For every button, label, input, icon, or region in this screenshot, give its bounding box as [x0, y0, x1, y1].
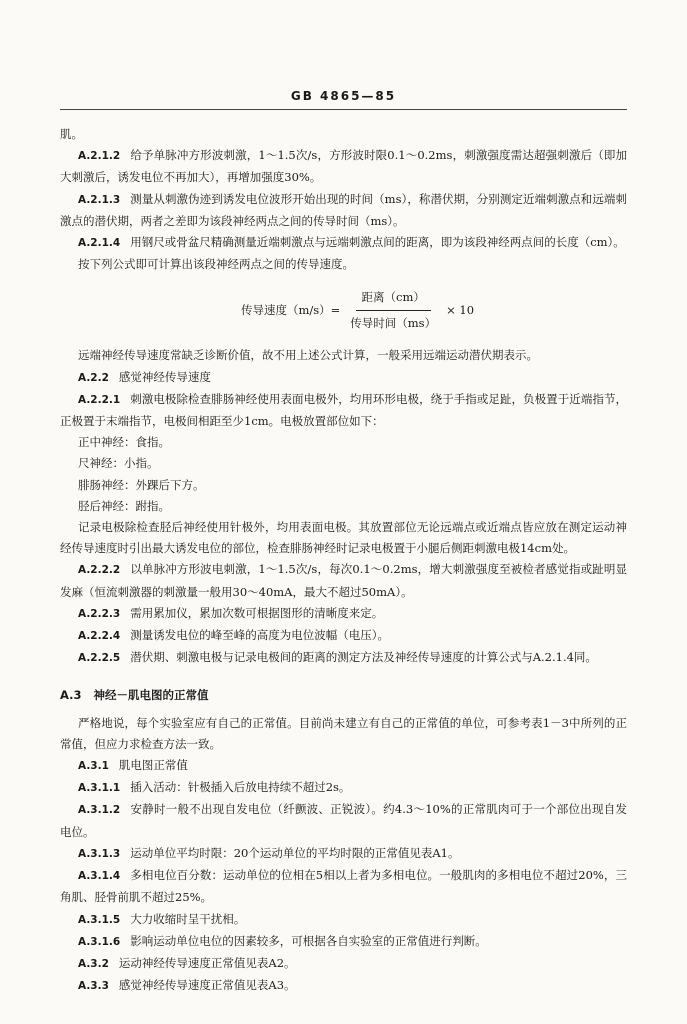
section-heading-a-3: [60, 685, 627, 706]
clause-a-3-1-5: [60, 909, 627, 931]
clause-number: A.2.2: [78, 371, 109, 384]
clause-text: 潜伏期、刺激电极与记录电极间的距离的测定方法及神经传导速度的计算公式与A.2.1.4同。: [130, 650, 597, 665]
clause-text: 安静时一般不出现自发电位（纤颤波、正锐波）。约4.3～10%的正常肌肉可于一个部位出现自发电位。: [60, 802, 627, 839]
clause-number: A.3.2: [78, 957, 109, 970]
clause-a-2-1-2: [60, 145, 627, 188]
clause-text: 需用累加仪，累加次数可根据图形的清晰度来定。: [130, 605, 384, 620]
clause-number: A.2.2.3: [78, 607, 121, 620]
clause-number: A.3.1.2: [78, 804, 121, 817]
clause-a-2-1-3: [60, 189, 627, 232]
clause-text: 肌电图正常值: [118, 758, 188, 773]
clause-number: A.2.1.3: [78, 193, 121, 206]
clause-number: A.2.2.1: [78, 393, 121, 406]
clause-a-2-2-2: [60, 559, 627, 602]
clause-number: A.2.2.5: [78, 652, 121, 665]
clause-text: 测量从刺激伪迹到诱发电位波形开始出现的时间（ms），称潜伏期，分别测定近端刺激点和远端刺激点的潜伏期，两者之差即为该段神经两点之间的传导时间（ms）。: [60, 191, 627, 228]
clause-a-2-2: [60, 367, 627, 389]
clause-number: A.3.1.1: [78, 782, 121, 795]
formula-numerator: 距离（cm）: [356, 287, 431, 311]
paragraph: 严格地说，每个实验室应有自己的正常值。目前尚未建立有自己的正常值的单位，可参考表1－3中所列的正常值，但应力求检查方法一致。: [60, 715, 627, 751]
clause-text: 大力收缩时呈干扰相。: [130, 911, 246, 926]
clause-text: 感觉神经传导速度正常值见表A3。: [118, 978, 296, 993]
clause-number: A.2.1.4: [78, 237, 121, 250]
clause-a-3-1-4: [60, 865, 627, 908]
clause-number: A.2.2.4: [78, 630, 121, 643]
clause-a-2-2-4: [60, 625, 627, 647]
clause-a-3-1-3: [60, 843, 627, 865]
list-item: 正中神经：食指。: [78, 435, 170, 450]
clause-a-3-1-2: [60, 799, 627, 842]
section-title: 神经－肌电图的正常值: [93, 688, 209, 703]
paragraph: 肌。: [60, 127, 83, 141]
clause-text: 用钢尺或骨盆尺精确测量近端刺激点与远端刺激点间的距离，即为该段神经两点间的长度（cm）。: [130, 235, 625, 250]
clause-a-3-3: [60, 975, 627, 997]
formula-conduction-velocity: [88, 281, 627, 339]
clause-a-3-1: [60, 755, 627, 777]
clause-text: 感觉神经传导速度: [118, 369, 211, 384]
list-item: 尺神经：小指。: [78, 456, 159, 471]
clause-a-2-2-5: [60, 647, 627, 669]
document-body: [60, 124, 627, 997]
clause-text: 刺激电极除检查腓肠神经使用表面电极外，均用环形电极，绕于手指或足趾，负极置于近端指节，正极置于末端指节，电极间相距至少1cm。电极放置部位如下：: [60, 391, 627, 429]
paragraph: 按下列公式即可计算出该段神经两点之间的传导速度。: [78, 257, 354, 272]
clause-number: A.3.1.4: [78, 870, 121, 883]
clause-text: 影响运动单位电位的因素较多，可根据各自实验室的正常值进行判断。: [130, 933, 487, 948]
clause-a-2-1-4: [60, 232, 627, 254]
clause-text: 给予单脉冲方形波刺激，1～1.5次/s，方形波时限0.1～0.2ms，刺激强度需达超强刺激后（即加大刺激后，诱发电位不再加大），再增加强度30%。: [60, 148, 627, 185]
clause-text: 测量诱发电位的峰至峰的高度为电位波幅（电压）。: [130, 628, 389, 643]
paragraph: 远端神经传导速度常缺乏诊断价值，故不用上述公式计算，一般采用远端运动潜伏期表示。: [78, 348, 538, 363]
clause-number: A.2.2.2: [78, 564, 121, 577]
clause-number: A.3.1.6: [78, 935, 121, 948]
formula-lhs: 传导速度（m/s）=: [240, 302, 341, 317]
section-number: A.3: [60, 688, 82, 703]
clause-text: 多相电位百分数：运动单位的位相在5相以上者为多相电位。一般肌肉的多相电位不超过20%，三角肌、胫骨前肌不超过25%。: [60, 868, 627, 905]
clause-a-3-1-1: [60, 777, 627, 799]
formula-fraction: [344, 287, 442, 334]
header-divider: [60, 109, 627, 110]
formula-denominator: 传导时间（ms）: [350, 315, 437, 330]
clause-number: A.3.1: [78, 760, 109, 773]
clause-number: A.3.1.5: [78, 913, 121, 926]
clause-a-2-2-3: [60, 603, 627, 625]
list-item: 腓肠神经：外踝后下方。: [78, 477, 205, 492]
clause-number: A.2.1.2: [78, 150, 121, 163]
clause-a-3-1-6: [60, 931, 627, 953]
clause-number: A.3.3: [78, 980, 109, 993]
page-header: GB 4865—85: [290, 89, 397, 103]
formula-factor: × 10: [446, 302, 475, 317]
clause-text: 运动单位平均时限：20个运动单位的平均时限的正常值见表A1。: [130, 845, 460, 860]
list-item: 胫后神经：跗指。: [78, 498, 170, 513]
paragraph: 记录电极除检查胫后神经使用针极外，均用表面电极。其放置部位无论远端点或近端点皆应放在测定运动神经传导速度时引出最大诱发电位的部位，检查腓肠神经时记录电极置于小腿后侧距刺激电极14cm处。: [60, 520, 627, 556]
clause-number: A.3.1.3: [78, 847, 121, 860]
clause-text: 运动神经传导速度正常值见表A2。: [118, 955, 296, 970]
clause-text: 以单脉冲方形波电刺激，1～1.5次/s，每次0.1～0.2ms，增大刺激强度至被检者感觉指或趾明显发麻（恒流刺激器的刺激量一般用30～40mA，最大不超过50mA）。: [60, 562, 627, 599]
clause-a-2-2-1: [60, 389, 627, 432]
clause-a-3-2: [60, 953, 627, 975]
clause-text: 插入活动：针极插入后放电持续不超过2s。: [130, 780, 351, 795]
